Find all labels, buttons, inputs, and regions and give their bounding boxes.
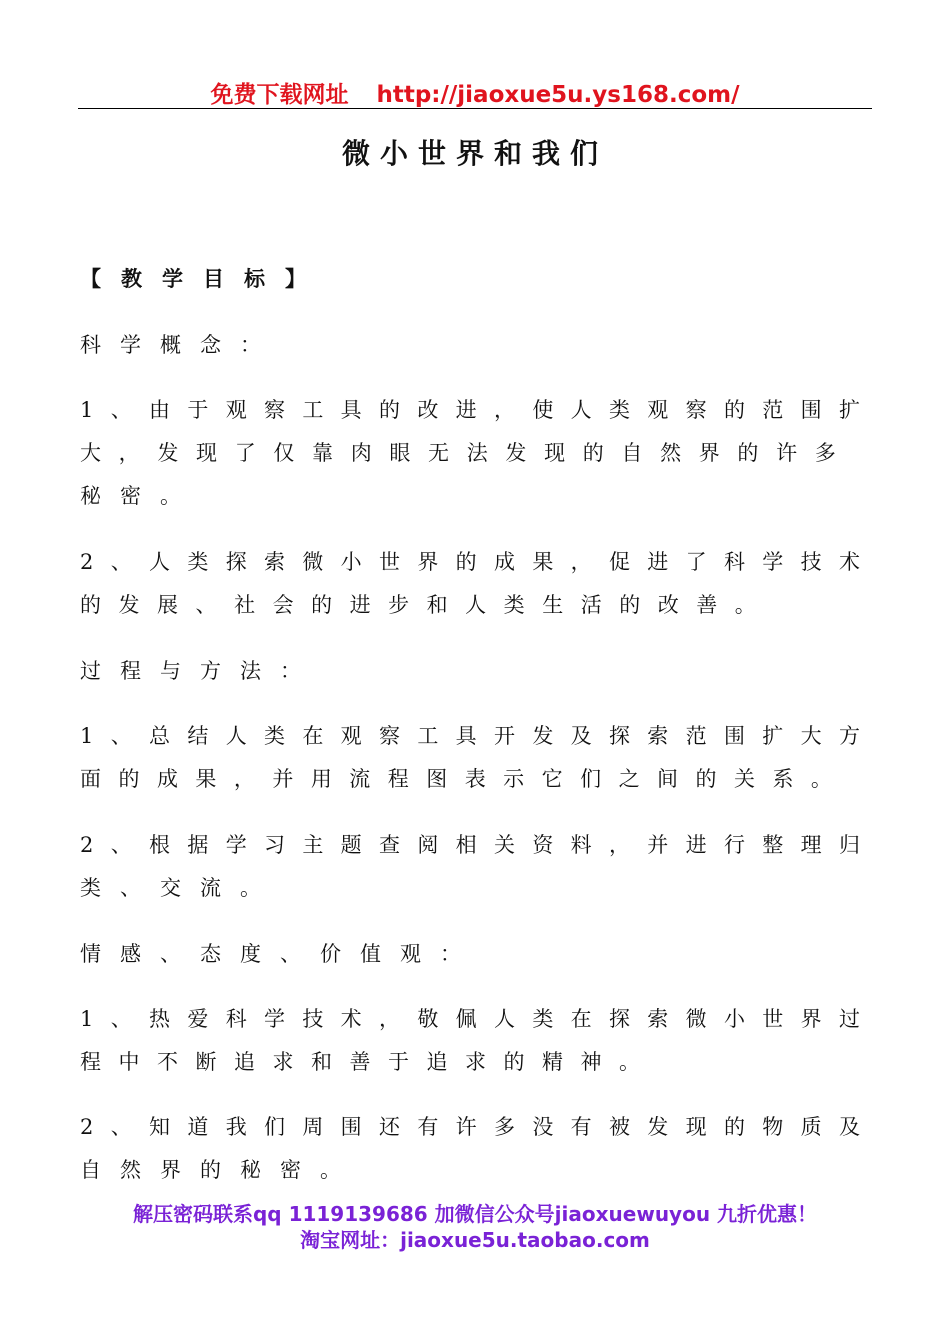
page-title: 微小世界和我们 xyxy=(341,137,608,170)
concept-item2-line1: 2 、 人 类 探 索 微 小 世 界 的 成 果 ， 促 进 了 科 学 技 术 xyxy=(80,550,860,574)
attitude-item1-line2: 程 中 不 断 追 求 和 善 于 追 求 的 精 神 。 xyxy=(80,1050,640,1074)
process-item2-line1: 2 、 根 据 学 习 主 题 查 阅 相 关 资 料 ， 并 进 行 整 理 归 xyxy=(80,833,860,857)
process-item2-line2: 类、交流。 xyxy=(80,876,280,900)
download-url-link[interactable]: http://jiaoxue5u.ys168.com/ xyxy=(376,82,740,108)
footer-shop-link[interactable]: 淘宝网址：jiaoxue5u.taobao.com xyxy=(300,1228,650,1252)
concept-label: 科学概念： xyxy=(80,333,280,357)
attitude-item1-line1: 1 、 热 爱 科 学 技 术 ， 敬 佩 人 类 在 探 索 微 小 世 界 过 xyxy=(80,1007,860,1031)
process-label: 过程与方法： xyxy=(80,659,320,683)
concept-item2-line2: 的 发 展 、 社 会 的 进 步 和 人 类 生 活 的 改 善 。 xyxy=(80,593,756,617)
download-label: 免费下载网址 xyxy=(210,82,349,108)
concept-item1-line1: 1 、 由 于 观 察 工 具 的 改 进 ， 使 人 类 观 察 的 范 围 扩 xyxy=(80,398,860,422)
process-item1-line2: 面 的 成 果 ， 并 用 流 程 图 表 示 它 们 之 间 的 关 系 。 xyxy=(80,767,832,791)
attitude-item2-line2: 自然界的秘密。 xyxy=(80,1158,360,1182)
footer-contact: 解压密码联系qq 1119139686 加微信公众号jiaoxuewuyou 九折优惠！ xyxy=(132,1202,818,1226)
attitude-item2-line1: 2 、 知 道 我 们 周 围 还 有 许 多 没 有 被 发 现 的 物 质 及 xyxy=(80,1115,860,1139)
header-divider xyxy=(78,108,872,109)
concept-item1-line2: 大 ， 发 现 了 仅 靠 肉 眼 无 法 发 现 的 自 然 界 的 许 多 xyxy=(80,441,836,465)
attitude-label: 情感、态度、价值观： xyxy=(80,942,480,966)
concept-item1-line3: 秘密。 xyxy=(80,484,200,508)
download-banner xyxy=(0,76,950,109)
process-item1-line1: 1 、 总 结 人 类 在 观 察 工 具 开 发 及 探 索 范 围 扩 大 方 xyxy=(80,724,860,748)
section-heading: 【教学目标】 xyxy=(80,266,326,291)
